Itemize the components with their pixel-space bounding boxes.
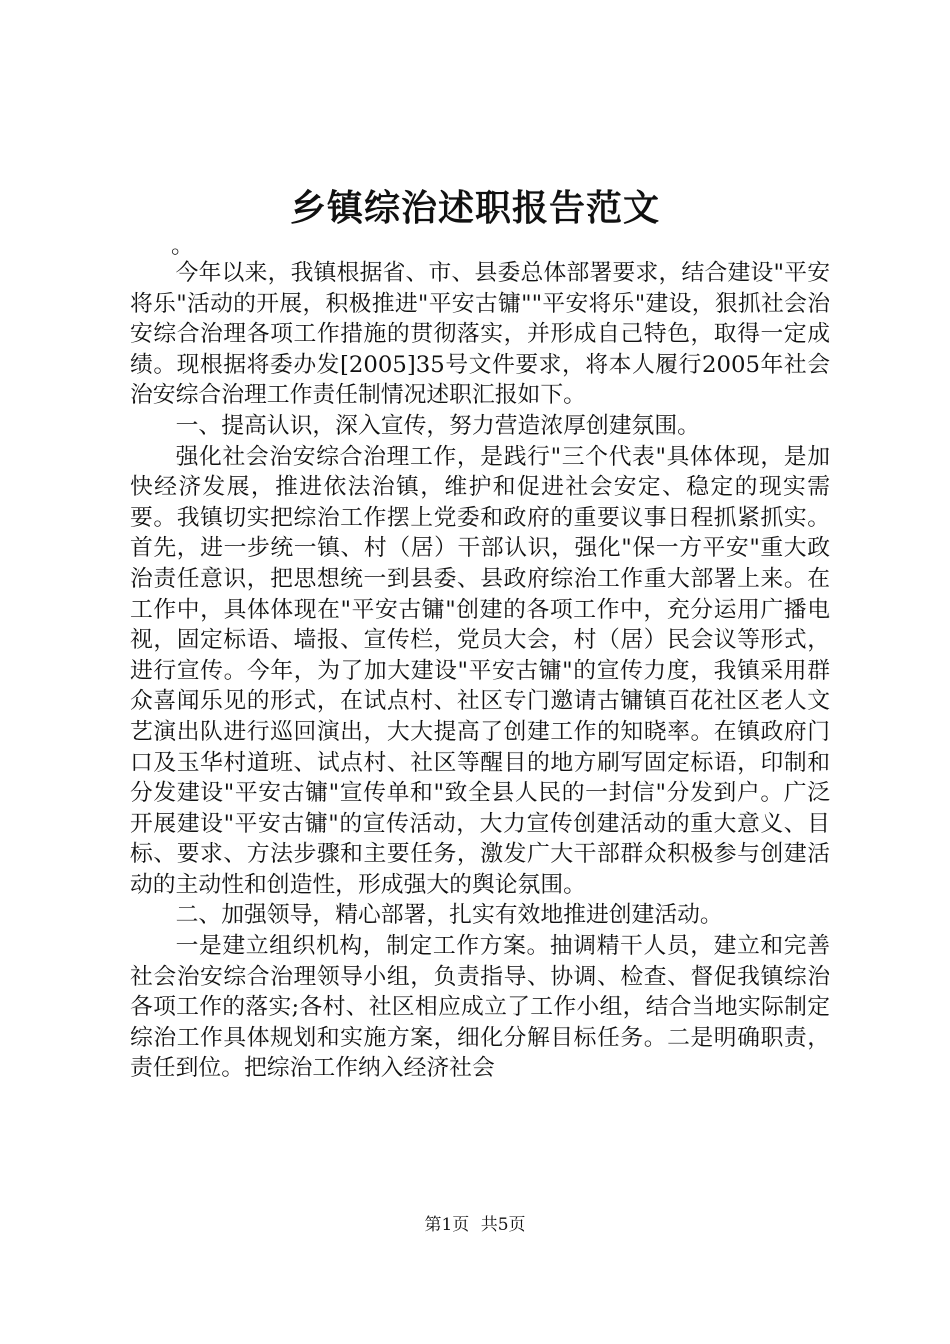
- section-heading-2: 二、加强领导，精心部署，扎实有效地推进创建活动。: [175, 902, 723, 929]
- paragraph-leading-mark: 。: [171, 233, 194, 259]
- document-title: 乡镇综治述职报告范文: [289, 187, 660, 229]
- page-total: 共5页: [480, 1215, 526, 1235]
- paragraph-section-2: 一是建立组织机构，制定工作方案。抽调精干人员，建立和完善社会治安综合治理领导小组，负责指导、协调、检查、督促我镇综治各项工作的落实;各村、社区相应成立了工作小组，结合当地实际制定综治工作具体规划和实施方案，细化分解目标任务。二是明确职责，责任到位。把综治工作纳入经济社会: [130, 933, 830, 1082]
- document-body: [130, 234, 830, 1084]
- section-heading-1: 一、提高认识，深入宣传，努力营造浓厚创建氛围。: [175, 412, 700, 439]
- paragraph-intro: 今年以来，我镇根据省、市、县委总体部署要求，结合建设"平安将乐"活动的开展，积极推进"平安古镛""平安将乐"建设，狠抓社会治安综合治理各项工作措施的贯彻落实，并形成自己特色，取得一定成绩。现根据将委办发[2005]35号文件要求，将本人履行2005年社会治安综合治理工作责任制情况述职汇报如下。: [130, 260, 830, 409]
- page-footer: [0, 1213, 950, 1237]
- paragraph-section-1: 强化社会治安综合治理工作，是践行"三个代表"具体体现，是加快经济发展，推进依法治镇，维护和促进社会安定、稳定的现实需要。我镇切实把综治工作摆上党委和政府的重要议事日程抓紧抓实。首先，进一步统一镇、村（居）干部认识，强化"保一方平安"重大政治责任意识，把思想统一到县委、县政府综治工作重大部署上来。在工作中，具体体现在"平安古镛"创建的各项工作中，充分运用广播电视，固定标语、墙报、宣传栏，党员大会，村（居）民会议等形式，进行宣传。今年，为了加大建设"平安古镛"的宣传力度，我镇采用群众喜闻乐见的形式，在试点村、社区专门邀请古镛镇百花社区老人文艺演出队进行巡回演出，大大提高了创建工作的知晓率。在镇政府门口及玉华村道班、试点村、社区等醒目的地方刷写固定标语，印制和分发建设"平安古镛"宣传单和"致全县人民的一封信"分发到户。广泛开展建设"平安古镛"的宣传活动，大力宣传创建活动的重大意义、目标、要求、方法步骤和主要任务，激发广大干部群众积极参与创建活动的主动性和创造性，形成强大的舆论氛围。: [130, 443, 830, 898]
- page-number: 第1页: [424, 1215, 470, 1235]
